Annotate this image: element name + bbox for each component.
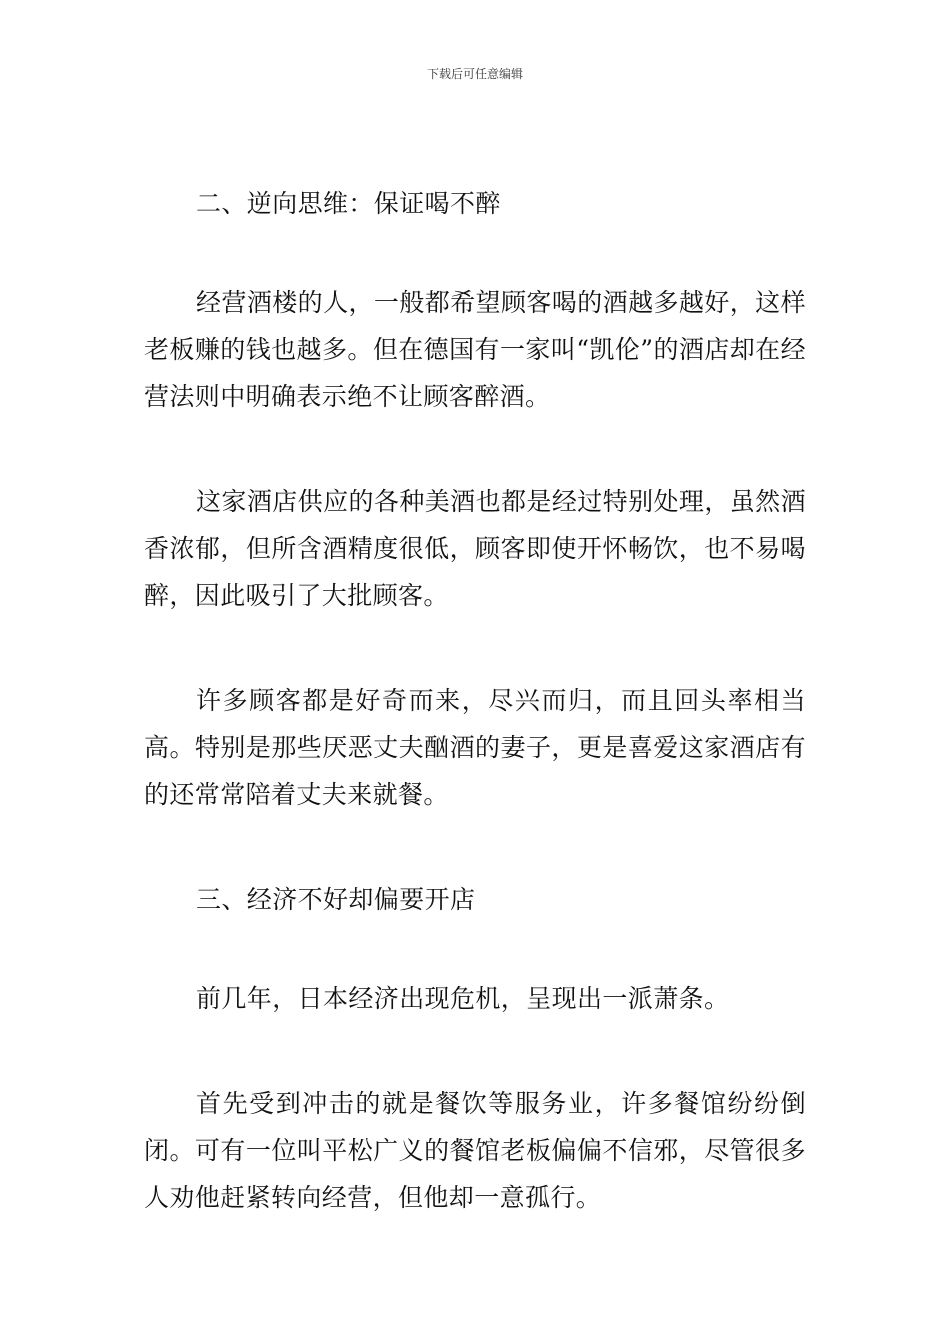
paragraph: 首先受到冲击的就是餐饮等服务业，许多餐馆纷纷倒闭。可有一位叫平松广义的餐馆老板偏偏不信邪，尽管很多人劝他赶紧转向经营，但他却一意孤行。 (144, 1089, 806, 1212)
paragraph: 前几年，日本经济出现危机，呈现出一派萧条。 (196, 984, 730, 1013)
page-header: 下载后可任意编辑 (426, 67, 523, 81)
paragraph: 这家酒店供应的各种美酒也都是经过特别处理，虽然酒香浓郁，但所含酒精度很低，顾客即使开怀畅饮，也不易喝醉，因此吸引了大批顾客。 (144, 487, 806, 610)
paragraph: 经营酒楼的人，一般都希望顾客喝的酒越多越好，这样老板赚的钱也越多。但在德国有一家叫“凯伦”的酒店却在经营法则中明确表示绝不让顾客醉酒。 (144, 288, 806, 411)
document-body (144, 180, 806, 1279)
section-heading: 三、经济不好却偏要开店 (196, 885, 476, 914)
paragraph: 许多顾客都是好奇而来，尽兴而归，而且回头率相当高。特别是那些厌恶丈夫酗酒的妻子，更是喜爱这家酒店有的还常常陪着丈夫来就餐。 (144, 686, 806, 809)
section-heading: 二、逆向思维：保证喝不醉 (196, 189, 501, 218)
